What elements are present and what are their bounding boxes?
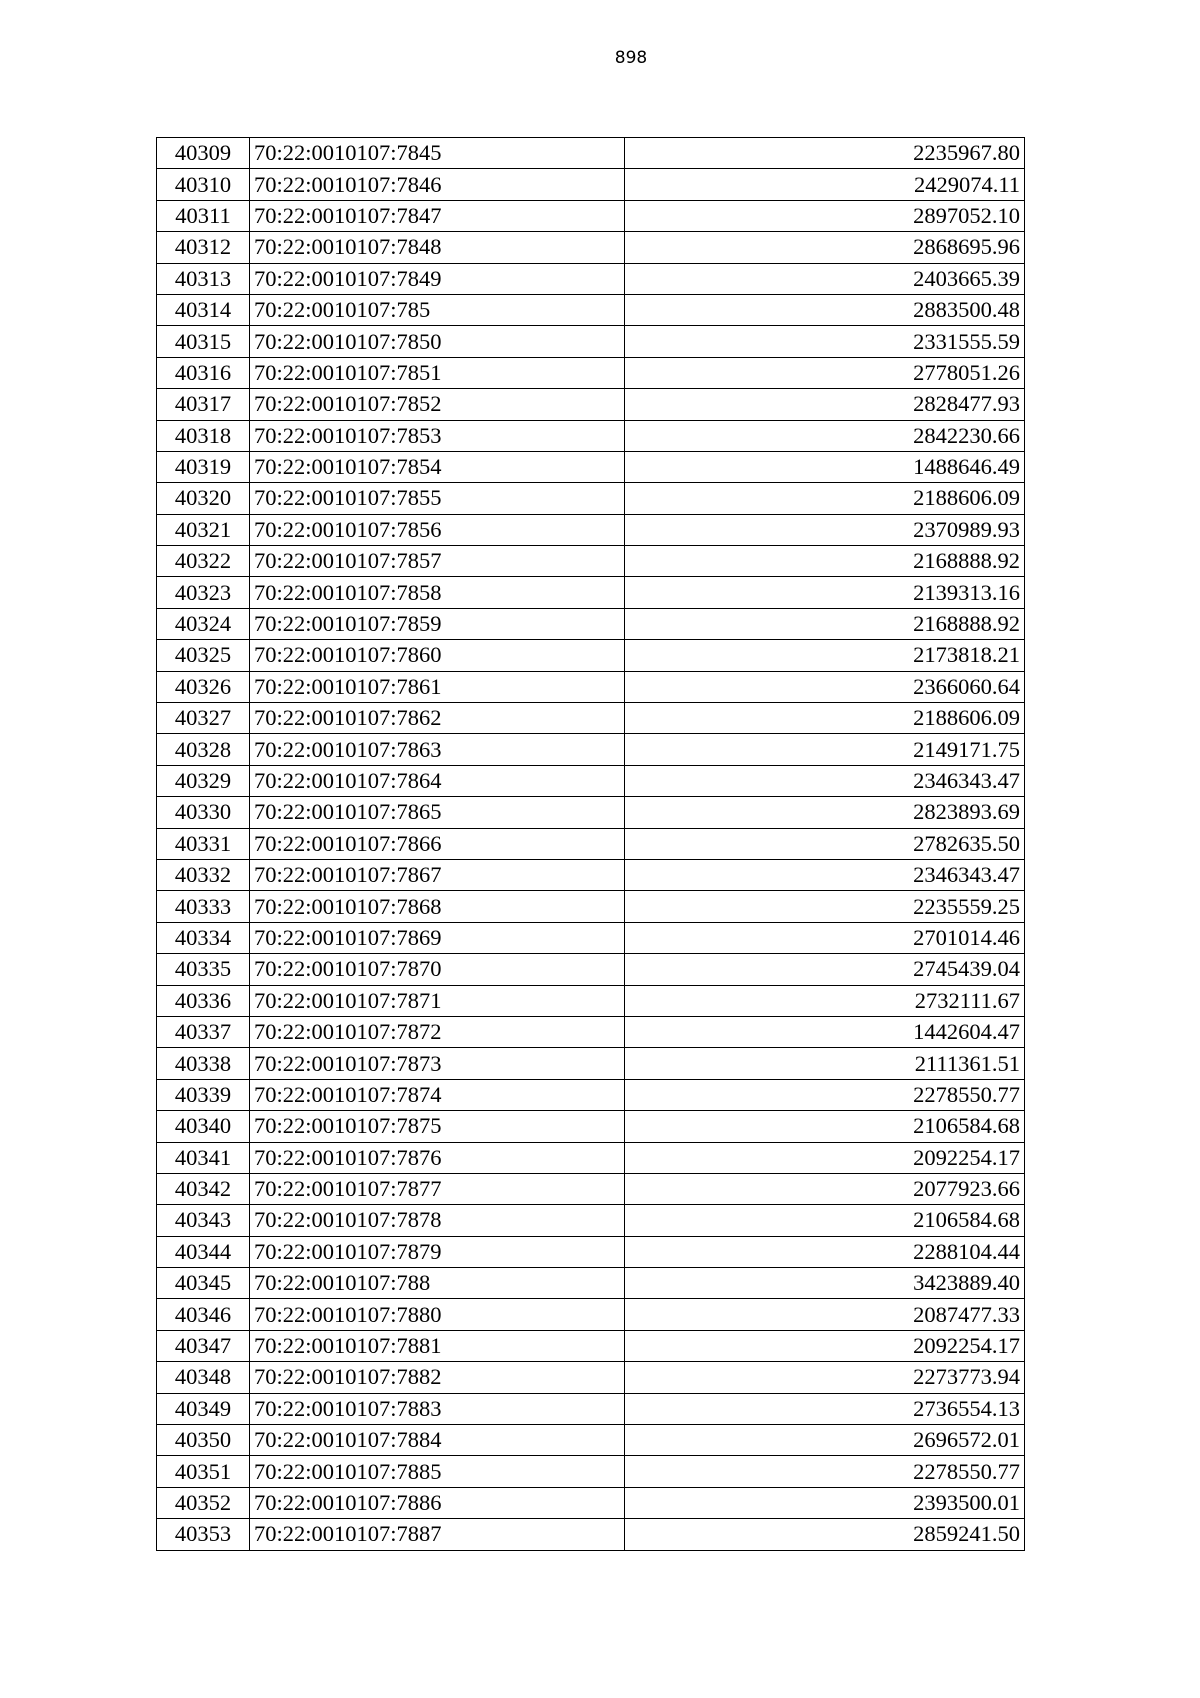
cadastral-value-cell: 1488646.49: [625, 451, 1025, 482]
table-row: [157, 1205, 1025, 1236]
row-number-cell: 40346: [157, 1299, 250, 1330]
row-number-cell: 40318: [157, 420, 250, 451]
row-number-cell: 40333: [157, 891, 250, 922]
cadastral-value-cell: 2883500.48: [625, 294, 1025, 325]
row-number-cell: 40330: [157, 797, 250, 828]
table-row: [157, 640, 1025, 671]
table-row: [157, 828, 1025, 859]
cadastral-value-cell: 2897052.10: [625, 200, 1025, 231]
row-number-cell: 40340: [157, 1111, 250, 1142]
row-number-cell: 40327: [157, 703, 250, 734]
row-number-cell: 40319: [157, 451, 250, 482]
table-row: [157, 703, 1025, 734]
row-number-cell: 40324: [157, 608, 250, 639]
cadastral-value-cell: 2782635.50: [625, 828, 1025, 859]
table-row: [157, 1016, 1025, 1047]
cadastral-value-cell: 2106584.68: [625, 1111, 1025, 1142]
table-row: [157, 326, 1025, 357]
cadastral-value-cell: 2288104.44: [625, 1236, 1025, 1267]
row-number-cell: 40322: [157, 546, 250, 577]
table-row: [157, 357, 1025, 388]
table-row: [157, 1425, 1025, 1456]
table-row: [157, 1299, 1025, 1330]
cadastral-value-cell: 2859241.50: [625, 1519, 1025, 1550]
cadastral-number-cell: 70:22:0010107:7887: [250, 1519, 625, 1550]
cadastral-value-table: [156, 137, 1025, 1551]
cadastral-value-cell: 2235967.80: [625, 138, 1025, 169]
table-row: [157, 389, 1025, 420]
cadastral-value-cell: 3423889.40: [625, 1268, 1025, 1299]
cadastral-value-cell: 2278550.77: [625, 1079, 1025, 1110]
cadastral-value-cell: 2346343.47: [625, 859, 1025, 890]
row-number-cell: 40350: [157, 1425, 250, 1456]
cadastral-number-cell: 70:22:0010107:7858: [250, 577, 625, 608]
cadastral-number-cell: 70:22:0010107:7870: [250, 954, 625, 985]
cadastral-value-cell: 2168888.92: [625, 608, 1025, 639]
cadastral-value-cell: 2366060.64: [625, 671, 1025, 702]
table-row: [157, 797, 1025, 828]
cadastral-value-cell: 2173818.21: [625, 640, 1025, 671]
table-row: [157, 734, 1025, 765]
cadastral-value-cell: 2087477.33: [625, 1299, 1025, 1330]
table-row: [157, 169, 1025, 200]
cadastral-value-cell: 2092254.17: [625, 1330, 1025, 1361]
cadastral-value-cell: 2736554.13: [625, 1393, 1025, 1424]
cadastral-number-cell: 70:22:0010107:7868: [250, 891, 625, 922]
cadastral-value-cell: 2745439.04: [625, 954, 1025, 985]
page-number: 898: [614, 48, 648, 68]
cadastral-number-cell: 70:22:0010107:7874: [250, 1079, 625, 1110]
cadastral-number-cell: 70:22:0010107:7863: [250, 734, 625, 765]
row-number-cell: 40323: [157, 577, 250, 608]
cadastral-value-cell: 2429074.11: [625, 169, 1025, 200]
cadastral-value-cell: 2092254.17: [625, 1142, 1025, 1173]
table-row: [157, 671, 1025, 702]
cadastral-value-cell: 2701014.46: [625, 922, 1025, 953]
cadastral-value-cell: 2393500.01: [625, 1487, 1025, 1518]
cadastral-value-cell: 2111361.51: [625, 1048, 1025, 1079]
row-number-cell: 40310: [157, 169, 250, 200]
cadastral-value-cell: 2828477.93: [625, 389, 1025, 420]
row-number-cell: 40313: [157, 263, 250, 294]
table-row: [157, 1111, 1025, 1142]
cadastral-number-cell: 70:22:0010107:7846: [250, 169, 625, 200]
cadastral-number-cell: 70:22:0010107:7877: [250, 1173, 625, 1204]
cadastral-number-cell: 70:22:0010107:7861: [250, 671, 625, 702]
cadastral-number-cell: 70:22:0010107:7882: [250, 1362, 625, 1393]
row-number-cell: 40314: [157, 294, 250, 325]
cadastral-value-cell: 2188606.09: [625, 703, 1025, 734]
cadastral-number-cell: 70:22:0010107:7883: [250, 1393, 625, 1424]
cadastral-number-cell: 70:22:0010107:7886: [250, 1487, 625, 1518]
cadastral-value-cell: 2868695.96: [625, 232, 1025, 263]
cadastral-value-cell: 1442604.47: [625, 1016, 1025, 1047]
cadastral-number-cell: 70:22:0010107:788: [250, 1268, 625, 1299]
table-row: [157, 577, 1025, 608]
row-number-cell: 40342: [157, 1173, 250, 1204]
cadastral-value-cell: 2823893.69: [625, 797, 1025, 828]
cadastral-value-cell: 2149171.75: [625, 734, 1025, 765]
cadastral-number-cell: 70:22:0010107:7845: [250, 138, 625, 169]
cadastral-number-cell: 70:22:0010107:7873: [250, 1048, 625, 1079]
table-row: [157, 1487, 1025, 1518]
table-row: [157, 891, 1025, 922]
row-number-cell: 40349: [157, 1393, 250, 1424]
table-row: [157, 1079, 1025, 1110]
row-number-cell: 40332: [157, 859, 250, 890]
table-row: [157, 1393, 1025, 1424]
table-container: [156, 137, 1025, 1551]
cadastral-number-cell: 70:22:0010107:7852: [250, 389, 625, 420]
cadastral-value-cell: 2346343.47: [625, 765, 1025, 796]
table-row: [157, 263, 1025, 294]
cadastral-number-cell: 70:22:0010107:7872: [250, 1016, 625, 1047]
table-row: [157, 1236, 1025, 1267]
cadastral-value-cell: 2139313.16: [625, 577, 1025, 608]
row-number-cell: 40326: [157, 671, 250, 702]
row-number-cell: 40331: [157, 828, 250, 859]
cadastral-number-cell: 70:22:0010107:7880: [250, 1299, 625, 1330]
table-body: [157, 138, 1025, 1551]
row-number-cell: 40336: [157, 985, 250, 1016]
table-row: [157, 483, 1025, 514]
row-number-cell: 40341: [157, 1142, 250, 1173]
cadastral-value-cell: 2235559.25: [625, 891, 1025, 922]
cadastral-value-cell: 2077923.66: [625, 1173, 1025, 1204]
row-number-cell: 40335: [157, 954, 250, 985]
row-number-cell: 40328: [157, 734, 250, 765]
table-row: [157, 1519, 1025, 1550]
table-row: [157, 294, 1025, 325]
cadastral-number-cell: 70:22:0010107:7855: [250, 483, 625, 514]
row-number-cell: 40320: [157, 483, 250, 514]
row-number-cell: 40339: [157, 1079, 250, 1110]
row-number-cell: 40338: [157, 1048, 250, 1079]
row-number-cell: 40344: [157, 1236, 250, 1267]
table-row: [157, 420, 1025, 451]
cadastral-number-cell: 70:22:0010107:7854: [250, 451, 625, 482]
cadastral-number-cell: 70:22:0010107:7851: [250, 357, 625, 388]
cadastral-value-cell: 2278550.77: [625, 1456, 1025, 1487]
table-row: [157, 985, 1025, 1016]
table-row: [157, 1268, 1025, 1299]
cadastral-value-cell: 2168888.92: [625, 546, 1025, 577]
row-number-cell: 40347: [157, 1330, 250, 1361]
row-number-cell: 40353: [157, 1519, 250, 1550]
row-number-cell: 40329: [157, 765, 250, 796]
cadastral-number-cell: 70:22:0010107:7876: [250, 1142, 625, 1173]
table-row: [157, 1456, 1025, 1487]
row-number-cell: 40317: [157, 389, 250, 420]
row-number-cell: 40311: [157, 200, 250, 231]
table-row: [157, 608, 1025, 639]
table-row: [157, 1173, 1025, 1204]
row-number-cell: 40316: [157, 357, 250, 388]
cadastral-value-cell: 2778051.26: [625, 357, 1025, 388]
cadastral-number-cell: 70:22:0010107:7850: [250, 326, 625, 357]
cadastral-value-cell: 2370989.93: [625, 514, 1025, 545]
cadastral-number-cell: 70:22:0010107:7860: [250, 640, 625, 671]
cadastral-number-cell: 70:22:0010107:7849: [250, 263, 625, 294]
cadastral-value-cell: 2106584.68: [625, 1205, 1025, 1236]
table-row: [157, 922, 1025, 953]
cadastral-number-cell: 70:22:0010107:7866: [250, 828, 625, 859]
cadastral-value-cell: 2331555.59: [625, 326, 1025, 357]
cadastral-number-cell: 70:22:0010107:7864: [250, 765, 625, 796]
cadastral-number-cell: 70:22:0010107:7885: [250, 1456, 625, 1487]
cadastral-number-cell: 70:22:0010107:7869: [250, 922, 625, 953]
cadastral-number-cell: 70:22:0010107:7857: [250, 546, 625, 577]
cadastral-value-cell: 2273773.94: [625, 1362, 1025, 1393]
cadastral-number-cell: 70:22:0010107:7853: [250, 420, 625, 451]
cadastral-number-cell: 70:22:0010107:7859: [250, 608, 625, 639]
row-number-cell: 40351: [157, 1456, 250, 1487]
table-row: [157, 1330, 1025, 1361]
row-number-cell: 40321: [157, 514, 250, 545]
table-row: [157, 232, 1025, 263]
row-number-cell: 40334: [157, 922, 250, 953]
cadastral-number-cell: 70:22:0010107:7875: [250, 1111, 625, 1142]
cadastral-number-cell: 70:22:0010107:7847: [250, 200, 625, 231]
cadastral-number-cell: 70:22:0010107:7878: [250, 1205, 625, 1236]
table-row: [157, 451, 1025, 482]
cadastral-value-cell: 2696572.01: [625, 1425, 1025, 1456]
cadastral-number-cell: 70:22:0010107:7856: [250, 514, 625, 545]
table-row: [157, 546, 1025, 577]
table-row: [157, 954, 1025, 985]
table-row: [157, 200, 1025, 231]
row-number-cell: 40343: [157, 1205, 250, 1236]
cadastral-number-cell: 70:22:0010107:7862: [250, 703, 625, 734]
cadastral-number-cell: 70:22:0010107:7871: [250, 985, 625, 1016]
row-number-cell: 40325: [157, 640, 250, 671]
table-row: [157, 1362, 1025, 1393]
cadastral-number-cell: 70:22:0010107:7879: [250, 1236, 625, 1267]
cadastral-number-cell: 70:22:0010107:7881: [250, 1330, 625, 1361]
cadastral-number-cell: 70:22:0010107:7848: [250, 232, 625, 263]
table-row: [157, 138, 1025, 169]
cadastral-number-cell: 70:22:0010107:7884: [250, 1425, 625, 1456]
row-number-cell: 40312: [157, 232, 250, 263]
table-row: [157, 1142, 1025, 1173]
row-number-cell: 40315: [157, 326, 250, 357]
cadastral-value-cell: 2732111.67: [625, 985, 1025, 1016]
table-row: [157, 514, 1025, 545]
cadastral-value-cell: 2188606.09: [625, 483, 1025, 514]
table-row: [157, 859, 1025, 890]
row-number-cell: 40337: [157, 1016, 250, 1047]
cadastral-number-cell: 70:22:0010107:785: [250, 294, 625, 325]
cadastral-value-cell: 2403665.39: [625, 263, 1025, 294]
cadastral-number-cell: 70:22:0010107:7867: [250, 859, 625, 890]
row-number-cell: 40348: [157, 1362, 250, 1393]
table-row: [157, 765, 1025, 796]
row-number-cell: 40345: [157, 1268, 250, 1299]
table-row: [157, 1048, 1025, 1079]
cadastral-number-cell: 70:22:0010107:7865: [250, 797, 625, 828]
cadastral-value-cell: 2842230.66: [625, 420, 1025, 451]
row-number-cell: 40352: [157, 1487, 250, 1518]
row-number-cell: 40309: [157, 138, 250, 169]
